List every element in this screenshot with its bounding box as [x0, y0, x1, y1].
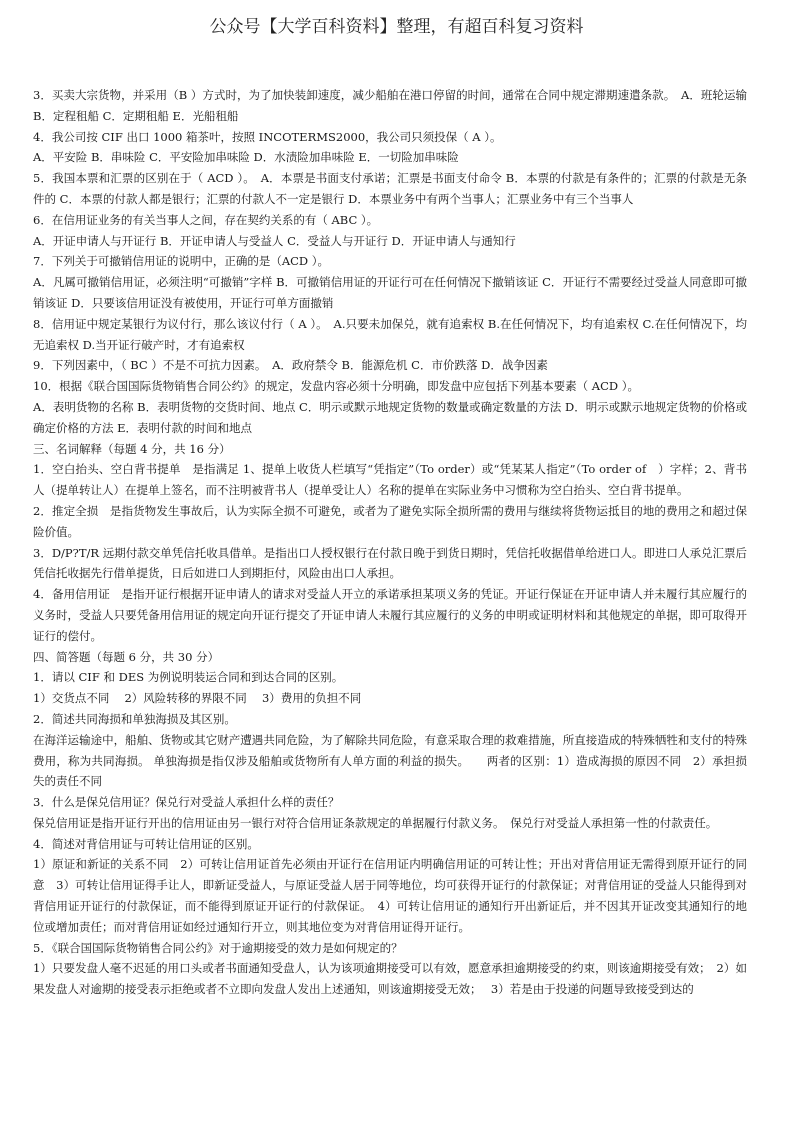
paragraph: 5．我国本票和汇票的区别在于（ ACD ）。 A．本票是书面支付承诺；汇票是书面支付命令 B．本票的付款是有条件的；汇票的付款是无条件的 C．本票的付款人都是银行；汇票的付款人不一定是银行 D．本票业务中有两个当事人；汇票业务中有三个当事人: [33, 171, 747, 206]
document-body: [33, 85, 747, 1000]
paragraph: 9．下列因素中，（ BC ）不是不可抗力因素。 A．政府禁令 B．能源危机 C．市价跌落 D．战争因素: [33, 358, 548, 373]
paragraph: 7．下列关于可撤销信用证的说明中，正确的是（ACD ）。: [33, 254, 330, 269]
paragraph: 10．根据《联合国国际货物销售合同公约》的规定，发盘内容必须十分明确，即发盘中应包括下列基本要素（ ACD ）。: [33, 379, 640, 394]
paragraph: A．凡属可撤销信用证，必须注明“可撤销”字样 B．可撤销信用证的开证行可在任何情况下撤销该证 C．开证行不需要经过受益人同意即可撤销该证 D．只要该信用证没有被使用，开证行可单方面撤销: [33, 275, 747, 310]
paragraph: 8．信用证中规定某银行为议付行，那么该议付行（ A ）。 A.只要未加保兑，就有追索权 B.在任何情况下，均有追索权 C.在任何情况下，均无追索权 D.当开证行破产时，才有追索权: [33, 316, 747, 352]
paragraph: 5．《联合国国际货物销售合同公约》对于逾期接受的效力是如何规定的？: [33, 940, 403, 955]
paragraph: 3．买卖大宗货物，并采用（B ）方式时，为了加快装卸速度，减少船舶在港口停留的时间，通常在合同中规定滞期速遣条款。 A．班轮运输 B．定程租船 C．定期租船 E．光船租船: [33, 88, 747, 123]
paragraph: 3．什么是保兑信用证？保兑行对受益人承担什么样的责任？: [33, 795, 340, 810]
paragraph: A．开证申请人与开证行 B．开证申请人与受益人 C．受益人与开证行 D．开证申请人与通知行: [33, 233, 516, 248]
paragraph: 2．推定全损 是指货物发生事故后，认为实际全损不可避免，或者为了避免实际全损所需的费用与继续将货物运抵目的地的费用之和超过保险价值。: [33, 503, 747, 539]
paragraph: 4．备用信用证 是指开证行根据开证申请人的请求对受益人开立的承诺承担某项义务的凭证。开证行保证在开证申请人并未履行其应履行的义务时，受益人只要凭备用信用证的规定向开证行提交了开证申请人未履行其应履行的义务的申明或证明材料和其他规定的单据，即可取得开证行的偿付。: [33, 587, 747, 643]
paragraph: A．平安险 B．串味险 C．平安险加串味险 D．水渍险加串味险 E．一切险加串味险: [33, 150, 459, 165]
paragraph: 1）原证和新证的关系不同 2）可转让信用证首先必须由开证行在信用证内明确信用证的可转让性；开出对背信用证无需得到原开证行的同意 3）可转让信用证得手让人，即新证受益人，与原证受益人居于同等地位，均可获得开证行的付款保证；对背信用证的受益人只能得到对背信用证开证行的付款保证，而不能得到原证开证行的付款保证。 4）可转让信用证的通知行开出新证后，并不因其开证改变其通知行的地位或增加责任；而对背信用证如经过通知行开立，则其地位变为对背信用证得开证行。: [33, 857, 747, 934]
section-heading: 三、名词解释（每题 4 分，共 16 分）: [33, 441, 231, 456]
paragraph: 在海洋运输途中，船舶、货物或其它财产遭遇共同危险，为了解除共同危险，有意采取合理的救难措施，所直接造成的特殊牺牲和支付的特殊费用，称为共同海损。 单独海损是指仅涉及船舶或货物所有人单方面的利益的损失。 两者的区别：1）造成海损的原因不同 2）承担损失的责任不同: [33, 732, 747, 789]
paragraph: 1．请以 CIF 和 DES 为例说明装运合同和到达合同的区别。: [33, 670, 344, 685]
paragraph: 4．我公司按 CIF 出口 1000 箱茶叶，按照 INCOTERMS2000，我公司只须投保（ A ）。: [33, 129, 502, 144]
paragraph: 1）交货点不同 2）风险转移的界限不同 3）费用的负担不同: [33, 691, 362, 706]
paragraph: 3．D/P?T/R 远期付款交单凭信托收具借单。是指出口人授权银行在付款日晚于到货日期时，凭信托收据借单给进口人。即进口人承兑汇票后凭信托收据先行借单提货，日后如进口人到期拒付，风险由出口人承担。: [33, 545, 747, 581]
paragraph: 1）只要发盘人毫不迟延的用口头或者书面通知受盘人，认为该项逾期接受可以有效，愿意承担逾期接受的约束，则该逾期接受有效； 2）如果发盘人对逾期的接受表示拒绝或者不立即向发盘人发出上述通知，则该逾期接受无效； 3）若是由于投递的问题导致接受到达的: [33, 961, 747, 997]
page-header: 公众号【大学百科资料】整理，有超百科复习资料: [209, 17, 584, 37]
section-heading: 四、简答题（每题 6 分，共 30 分）: [33, 649, 220, 664]
paragraph: 保兑信用证是指开证行开出的信用证由另一银行对符合信用证条款规定的单据履行付款义务。 保兑行对受益人承担第一性的付款责任。: [33, 815, 718, 830]
paragraph: 6．在信用证业务的有关当事人之间，存在契约关系的有（ ABC ）。: [33, 212, 379, 227]
paragraph: 2．简述共同海损和单独海损及其区别。: [33, 711, 236, 726]
paragraph: A．表明货物的名称 B．表明货物的交货时间、地点 C．明示或默示地规定货物的数量或确定数量的方法 D．明示或默示地规定货物的价格或确定价格的方法 E．表明付款的时间和地点: [33, 399, 747, 435]
paragraph: 4．简述对背信用证与可转让信用证的区别。: [33, 836, 259, 851]
paragraph: 1．空白抬头、空白背书提单 是指满足 1、提单上收货人栏填写“凭指定”（To order）或“凭某某人指定”（To order of ）字样；2、背书人（提单转让人）在提单上签名，而不注明被背书人（提单受让人）名称的提单在实际业务中习惯称为空白抬头、空白背书提单。: [33, 462, 747, 498]
